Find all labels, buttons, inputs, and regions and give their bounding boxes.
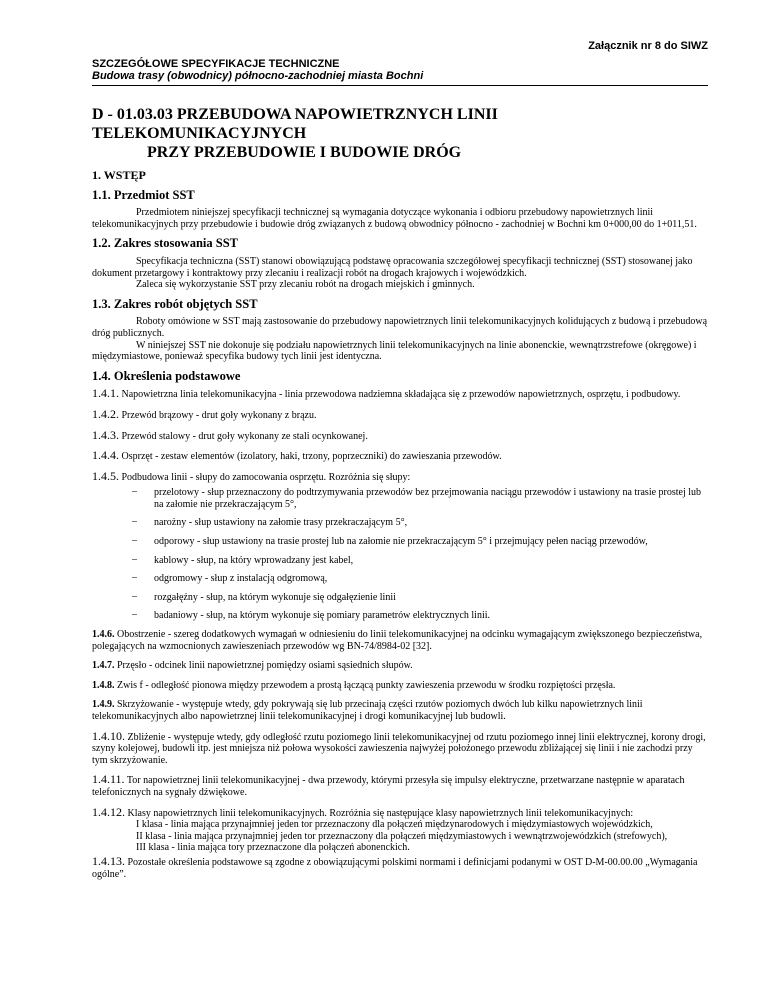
paragraph: Przedmiotem niniejszej specyfikacji technicznej są wymagania dotyczące wykonania i odbioru przebudowy napowietrznych linii telekomunikacyjnych przy przebudowie i budowie dróg związanych z budową obwodnicy północno - zachodniej w Bochni km 0+000,00 do 1+011,51.	[92, 207, 697, 230]
header-divider	[92, 85, 708, 86]
definition-number: 1.4.6.	[92, 629, 115, 641]
dash-bullet: –	[132, 590, 137, 602]
definition-number: 1.4.12.	[92, 804, 125, 819]
definition	[92, 468, 708, 484]
definition-text: Zbliżenie - występuje wtedy, gdy odległość rzutu poziomego linii telekomunikacyjnej od rzutu poziomego innej linii elektrycznej, korony drogi, szyny kolejowej, budowli itp. jest mniejsza niż połowa wysokości zawieszenia najwyżej położonego przewodu zbliżającej się linii i nie zachodzi przy tym skrzyżowanie.	[92, 731, 706, 766]
spec-header-title: SZCZEGÓŁOWE SPECYFIKACJE TECHNICZNE	[92, 58, 340, 70]
definition-number: 1.4.1.	[92, 386, 119, 401]
definition	[92, 699, 708, 722]
dash-bullet: –	[132, 609, 137, 621]
definition-text: Zwis f - odległość pionowa między przewodem a prostą łączącą punkty zawieszenia przewodu w środku rozpiętości przęsła.	[117, 679, 616, 691]
document-body	[92, 170, 708, 888]
definition-number: 1.4.2.	[92, 406, 119, 421]
document-title	[92, 105, 712, 162]
definition-text: Obostrzenie - szereg dodatkowych wymagań w odniesieniu do linii telekomunikacyjnej na odcinku wymagającym zwiększonego bezpieczeństwa, polegających na wzmocnionych zawieszeniach przewodów wg BN-74/8984-02 [32].	[92, 629, 703, 652]
definition-text: Osprzęt - zestaw elementów (izolatory, haki, trzony, poprzeczniki) do zawieszania przewodów.	[121, 451, 502, 463]
paragraph: Roboty omówione w SST mają zastosowanie do przebudowy napowietrznych linii telekomunikacyjnych kolidujących z budową i przebudową dróg publicznych.	[92, 316, 708, 339]
definition-text: Przewód stalowy - drut goły wykonany ze stali ocynkowanej.	[121, 430, 368, 442]
project-name: Budowa trasy (obwodnicy) północno-zachodniej miasta Bochni	[92, 70, 424, 82]
class-description: III klasa - linia mająca tory przeznaczone dla połączeń abonenckich.	[136, 842, 410, 854]
section-heading: 1.3. Zakres robót objętych SST	[92, 296, 258, 311]
document-title-line1: D - 01.03.03 PRZEBUDOWA NAPOWIETRZNYCH LINII TELEKOMUNIKACYJNYCH	[92, 106, 498, 142]
list-item: – badaniowy - słup, na którym wykonuje się pomiary parametrów elektrycznych linii.	[132, 609, 491, 622]
dash-bullet: –	[132, 486, 137, 498]
definition-number: 1.4.3.	[92, 427, 119, 442]
definition-number: 1.4.11.	[92, 772, 125, 787]
definition-text: Przęsło - odcinek linii napowietrznej pomiędzy osiami sąsiednich słupów.	[117, 660, 413, 672]
class-description: II klasa - linia mająca przynajmniej jeden tor przeznaczony dla połączeń międzymiastowych i wewnątrzwojewódzkich (strefowych),	[136, 830, 668, 842]
pole-types-list	[92, 487, 708, 622]
dash-bullet: –	[132, 516, 137, 528]
list-item: – kablowy - słup, na który wprowadzany jest kabel,	[132, 553, 354, 566]
definition	[92, 629, 708, 652]
definition-number: 1.4.5.	[92, 468, 119, 483]
attachment-note: Załącznik nr 8 do SIWZ	[588, 40, 708, 52]
definition-number: 1.4.9.	[92, 699, 115, 711]
paragraph: W niniejszej SST nie dokonuje się podziału napowietrznych linii telekomunikacyjnych na linie abonenckie, wewnątrzstrefowe (okręgowe) i międzymiastowe, ponieważ specyfika budowy tych linii jest identyczna.	[92, 339, 697, 363]
definition	[92, 680, 708, 692]
document-title-line2: PRZY PRZEBUDOWIE I BUDOWIE DRÓG	[147, 144, 462, 161]
definition	[92, 853, 708, 880]
list-item: – przelotowy - słup przeznaczony do podtrzymywania przewodów bez przejmowania naciągu przewodów i ustawiony na trasie prostej lub na załomie nie przekraczającym 5°,	[132, 486, 702, 510]
section-heading: 1.1. Przedmiot SST	[92, 187, 195, 202]
definition	[92, 388, 708, 401]
definition	[92, 450, 708, 463]
dash-bullet: –	[132, 572, 137, 584]
definition-number: 1.4.7.	[92, 660, 115, 672]
list-item: – odporowy - słup ustawiony na trasie prostej lub na załomie nie przekraczającym 5° i przejmujący pełen naciąg przewodów,	[132, 535, 648, 548]
definition-text: Pozostałe określenia podstawowe są zgodne z obowiązującymi polskimi normami i definicjami podanymi w OST D-M-00.00.00 „Wymagania ogólne”.	[92, 856, 698, 880]
definition	[92, 804, 708, 820]
definition-text: Przewód brązowy - drut goły wykonany z brązu.	[121, 409, 317, 421]
definition-number: 1.4.13.	[92, 853, 125, 868]
definition-text: Klasy napowietrznych linii telekomunikacyjnych. Rozróżnia się następujące klasy napowietrznych linii telekomunikacyjnych:	[127, 807, 634, 819]
class-description: I klasa - linia mająca przynajmniej jeden tor przeznaczony dla połączeń międzynarodowych i międzymiastowych wojewódzkich,	[136, 819, 653, 831]
definition-number: 1.4.8.	[92, 679, 115, 691]
definition	[92, 774, 708, 798]
section-heading: 1.2. Zakres stosowania SST	[92, 236, 238, 251]
paragraph: Zaleca się wykorzystanie SST przy zlecaniu robót na drogach miejskich i gminnych.	[136, 279, 475, 291]
definition	[92, 406, 708, 422]
definition-number: 1.4.10.	[92, 728, 125, 743]
definition-text: Podbudowa linii - słupy do zamocowania osprzętu. Rozróżnia się słupy:	[121, 471, 411, 483]
definition-text: Tor napowietrznej linii telekomunikacyjnej - dwa przewody, którymi przesyła się impulsy elektryczne, przetwarzane następnie w aparatach telefonicznych na sygnały dźwiękowe.	[92, 775, 685, 798]
dash-bullet: –	[132, 553, 137, 565]
dash-bullet: –	[132, 535, 137, 547]
list-item: – narożny - słup ustawiony na załomie trasy przekraczającym 5°,	[132, 516, 408, 529]
definition	[92, 728, 708, 767]
definition	[92, 427, 708, 443]
list-item: – odgromowy - słup z instalacją odgromową,	[132, 572, 328, 585]
definition-number: 1.4.4.	[92, 448, 119, 463]
section-heading: 1.4. Określenia podstawowe	[92, 368, 241, 383]
definition-text: Napowietrzna linia telekomunikacyjna - linia przewodowa nadziemna składająca się z przewodów napowietrznych, osprzętu, i podbudowy.	[121, 389, 681, 401]
section-heading: 1. WSTĘP	[92, 168, 146, 182]
definition-text: Skrzyżowanie - występuje wtedy, gdy pokrywają się lub przecinają części rzutów poziomych dwóch lub kilku napowietrznych linii telekomunikacyjnych albo napowietrznej linii telekomunikacyjnej i drogi komunikacyjnej lub budowli.	[92, 699, 643, 722]
definition	[92, 660, 708, 672]
list-item: – rozgałęźny - słup, na którym wykonuje się odgałęzienie linii	[132, 590, 396, 603]
paragraph: Specyfikacja techniczna (SST) stanowi obowiązującą podstawę opracowania szczegółowej specyfikacji technicznej (SST) stosowanej jako dokument przetargowy i kontraktowy przy zlecaniu i realizacji robót na drogach krajowych i wojewódzkich.	[92, 255, 693, 279]
